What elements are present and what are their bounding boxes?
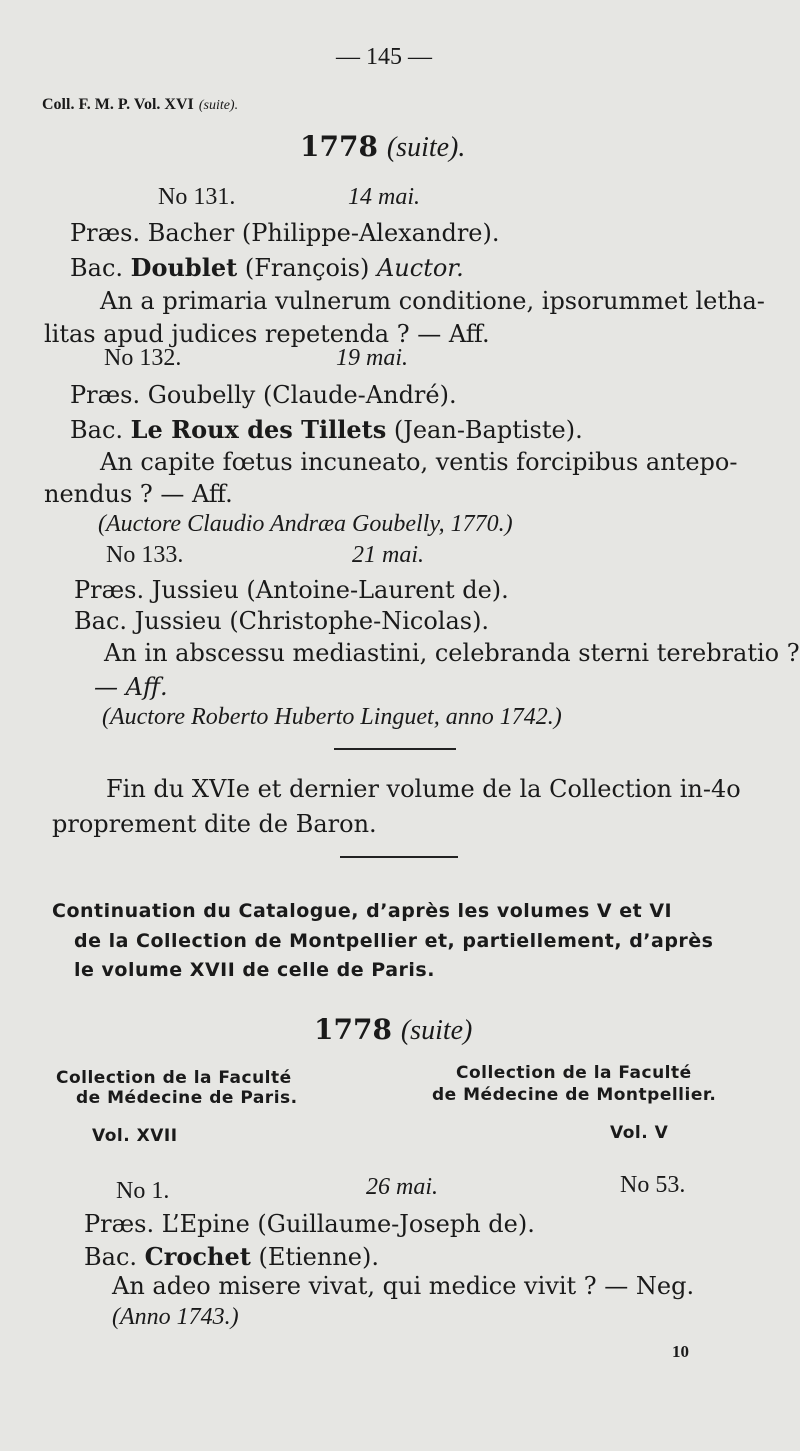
entry-131-bac-rest: (François) [244, 254, 370, 282]
entry-132-bac-rest: (Jean-Baptiste). [393, 416, 583, 444]
entry-1-number-montpellier: No 53. [620, 1172, 686, 1198]
running-head-suffix: (suite). [198, 98, 239, 113]
signature-mark: 10 [672, 1342, 689, 1361]
collection-paris-line2: de Médecine de Paris. [76, 1088, 298, 1108]
collection-montpellier-line1: Collection de la Faculté [456, 1063, 692, 1083]
entry-133-praeses: Præs. Jussieu (Antoine-Laurent de). [74, 576, 509, 604]
collection-montpellier-line2: de Médecine de Montpellier. [432, 1085, 717, 1105]
entry-1-bachelor [84, 1242, 379, 1271]
entry-132-bac-name: Le Roux des Tillets [130, 415, 387, 444]
continuation-line3: le volume XVII de celle de Paris. [74, 959, 435, 981]
entry-131-praeses: Præs. Bacher (Philippe-Alexandre). [70, 219, 500, 247]
fin-line1: Fin du XVIe et dernier volume de la Collection in-4o [106, 775, 741, 803]
year-heading-2 [314, 1013, 472, 1047]
entry-131-bac-auctor: Auctor. [376, 254, 464, 282]
entry-133-question-line2: — Aff. [94, 673, 168, 701]
entry-133-auctore: (Auctore Roberto Huberto Linguet, anno 1742.) [102, 704, 562, 730]
entry-132-auctore: (Auctore Claudio Andræa Goubelly, 1770.) [98, 511, 513, 537]
entry-1-question: An adeo misere vivat, qui medice vivit ? — Neg. [112, 1272, 695, 1300]
entry-1-bac-rest: (Etienne). [258, 1243, 379, 1271]
entry-1-date: 26 mai. [366, 1174, 438, 1200]
entry-1-praeses: Præs. L’Epine (Guillaume-Joseph de). [84, 1210, 535, 1238]
entry-132-praeses: Præs. Goubelly (Claude-André). [70, 381, 457, 409]
entry-1-bac-prefix: Bac. [84, 1243, 138, 1271]
entry-133-date: 21 mai. [352, 542, 424, 568]
year-heading-1-suite: (suite). [386, 132, 466, 163]
entry-132-number: No 132. [104, 345, 182, 371]
entry-131-bachelor [70, 253, 464, 282]
entry-131-bac-name: Doublet [130, 253, 238, 282]
fin-line2: proprement dite de Baron. [52, 810, 377, 838]
entry-132-question-line2: nendus ? — Aff. [44, 480, 233, 508]
continuation-line1: Continuation du Catalogue, d’après les volumes V et VI [52, 900, 673, 922]
page-number: — 145 — [336, 44, 432, 70]
entry-133-bachelor: Bac. Jussieu (Christophe-Nicolas). [74, 607, 490, 635]
entry-132-bac-prefix: Bac. [70, 416, 124, 444]
year-heading-1-year: 1778 [300, 130, 378, 163]
entry-131-question-line2: litas apud judices repetenda ? — Aff. [44, 320, 490, 348]
entry-131-question-line1: An a primaria vulnerum conditione, ipsorummet letha- [100, 287, 765, 315]
entry-1-number: No 1. [116, 1178, 170, 1204]
entry-132-question-line1: An capite fœtus incuneato, ventis forcipibus antepo- [100, 448, 738, 476]
collection-paris-line1: Collection de la Faculté [56, 1068, 292, 1088]
entry-133-number: No 133. [106, 542, 184, 568]
running-head [42, 94, 238, 114]
entry-1-bac-name: Crochet [144, 1242, 251, 1271]
entry-132-date: 19 mai. [336, 345, 408, 371]
continuation-line2: de la Collection de Montpellier et, partiellement, d’après [74, 930, 714, 952]
section-rule-2 [340, 856, 458, 858]
section-rule-1 [334, 748, 456, 750]
entry-131-bac-prefix: Bac. [70, 254, 124, 282]
entry-131-number: No 131. [158, 184, 236, 210]
entry-131-date: 14 mai. [348, 184, 420, 210]
year-heading-1 [300, 130, 465, 164]
year-heading-2-year: 1778 [314, 1013, 392, 1046]
entry-132-bachelor [70, 415, 583, 444]
volume-montpellier: Vol. V [610, 1123, 669, 1143]
volume-paris: Vol. XVII [92, 1126, 178, 1146]
entry-1-anno: (Anno 1743.) [112, 1304, 239, 1330]
year-heading-2-suite: (suite) [400, 1015, 473, 1046]
running-head-main: Coll. F. M. P. Vol. XVI [42, 96, 194, 113]
entry-133-question-line1: An in abscessu mediastini, celebranda sterni terebratio ? [104, 639, 800, 667]
